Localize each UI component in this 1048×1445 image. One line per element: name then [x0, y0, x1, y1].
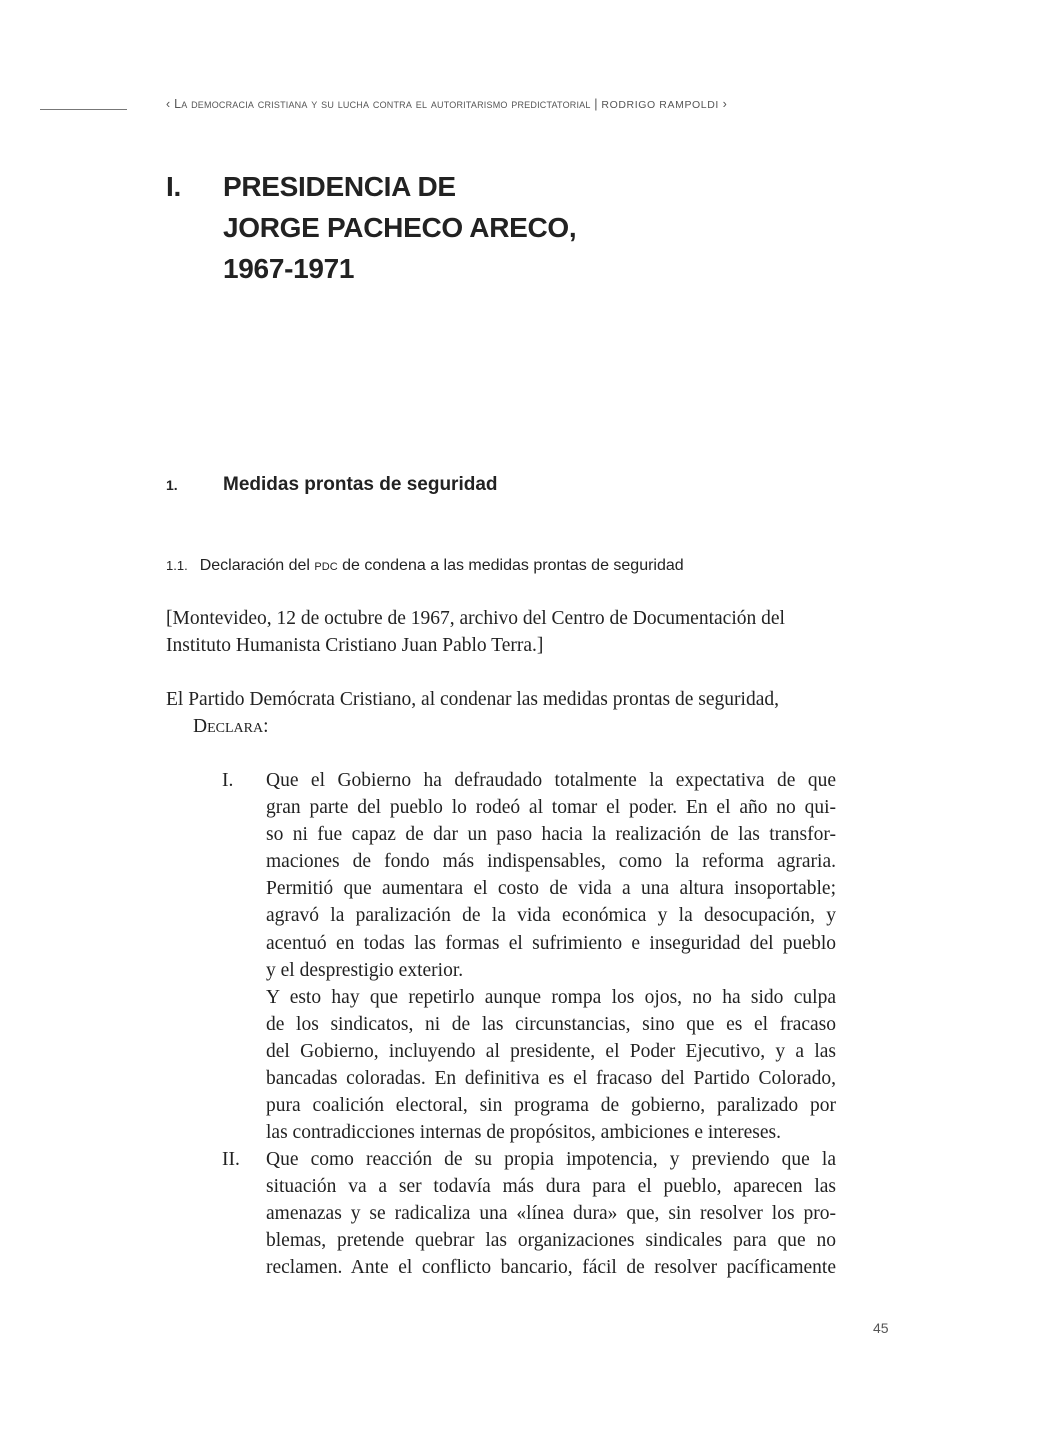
page-number: 45 [873, 1320, 889, 1336]
subsection-number: 1.1. [166, 558, 188, 573]
intro-line: El Partido Demócrata Cristiano, al condenar las medidas prontas de seguridad, [166, 689, 779, 710]
chapter-number: I. [166, 171, 181, 202]
item-line: reclamen. Ante el conflicto bancario, fácil de resolver pacíficamente [266, 1257, 836, 1279]
item-line: so ni fue capaz de dar un paso hacia la realización de las transfor- [266, 824, 836, 846]
running-head-separator: | [594, 97, 598, 111]
running-head-close: › [722, 97, 728, 111]
subsection-heading [166, 554, 846, 578]
subsection-title-start: Declaración del [199, 557, 310, 574]
item-line: las contradicciones internas de propósitos, ambiciones e intereses. [266, 1122, 781, 1144]
subsection-title-end: de condena a las medidas prontas de seguridad [342, 557, 684, 574]
item-line: blemas, pretende quebrar las organizaciones sindicales para que no [266, 1230, 836, 1252]
header-rule [40, 109, 127, 110]
source-note-line: Instituto Humanista Cristiano Juan Pablo Terra.] [166, 635, 544, 657]
intro-paragraph [166, 686, 836, 740]
item-label: II. [222, 1149, 240, 1170]
subsection-abbr: pdc [314, 557, 338, 574]
running-head-open: ‹ [166, 97, 171, 111]
item-line: gran parte del pueblo lo rodeó al tomar el poder. En el año no qui- [266, 797, 836, 819]
chapter-title-line: JORGE PACHECO ARECO, [223, 212, 577, 243]
item-line: de los sindicatos, ni de las circunstancias, sino que es el fracaso [266, 1013, 836, 1035]
declara-label: Declara: [193, 716, 269, 738]
item-line: agravó la paralización de la vida económica y la desocupación, y [266, 905, 836, 927]
running-head-author: RODRIGO RAMPOLDI [601, 99, 719, 111]
item-line: maciones de fondo más indispensables, como la reforma agraria. [266, 851, 836, 873]
item-line: del Gobierno, incluyendo al presidente, el Poder Ejecutivo, y a las [266, 1040, 836, 1062]
item-line: acentuó en todas las formas el sufrimiento e inseguridad del pueblo [266, 932, 836, 954]
item-line: pura coalición electoral, sin programa de gobierno, paralizado por [266, 1095, 836, 1117]
source-note-line: [Montevideo, 12 de octubre de 1967, archivo del Centro de Documentación del [166, 608, 785, 629]
running-head-title: La democracia cristiana y su lucha contra el autoritarismo predictatorial [174, 97, 591, 111]
chapter-title-line: PRESIDENCIA DE [223, 171, 456, 202]
item-line: amenazas y se radicaliza una «línea dura» que, sin resolver los pro- [266, 1203, 836, 1225]
item-body [266, 1146, 836, 1281]
item-body [266, 767, 836, 1146]
item-line: Y esto hay que repetirlo aunque rompa los ojos, no ha sido culpa [266, 986, 836, 1008]
item-line: Que el Gobierno ha defraudado totalmente la expectativa de que [266, 770, 836, 791]
section-number: 1. [166, 477, 178, 493]
source-note [166, 605, 836, 659]
item-line: y el desprestigio exterior. [266, 959, 464, 981]
item-line: Que como reacción de su propia impotencia, y previendo que la [266, 1149, 836, 1170]
section-title: Medidas prontas de seguridad [223, 474, 498, 495]
item-line: Permitió que aumentara el costo de vida a una altura insoportable; [266, 878, 836, 900]
chapter-title-line: 1967-1971 [223, 253, 355, 284]
item-line: situación va a ser todavía más dura para el pueblo, aparecen las [266, 1176, 836, 1198]
running-head [166, 97, 866, 111]
item-label: I. [222, 770, 234, 791]
item-line: bancadas coloradas. En definitiva es el fracaso del Partido Colorado, [266, 1068, 836, 1090]
